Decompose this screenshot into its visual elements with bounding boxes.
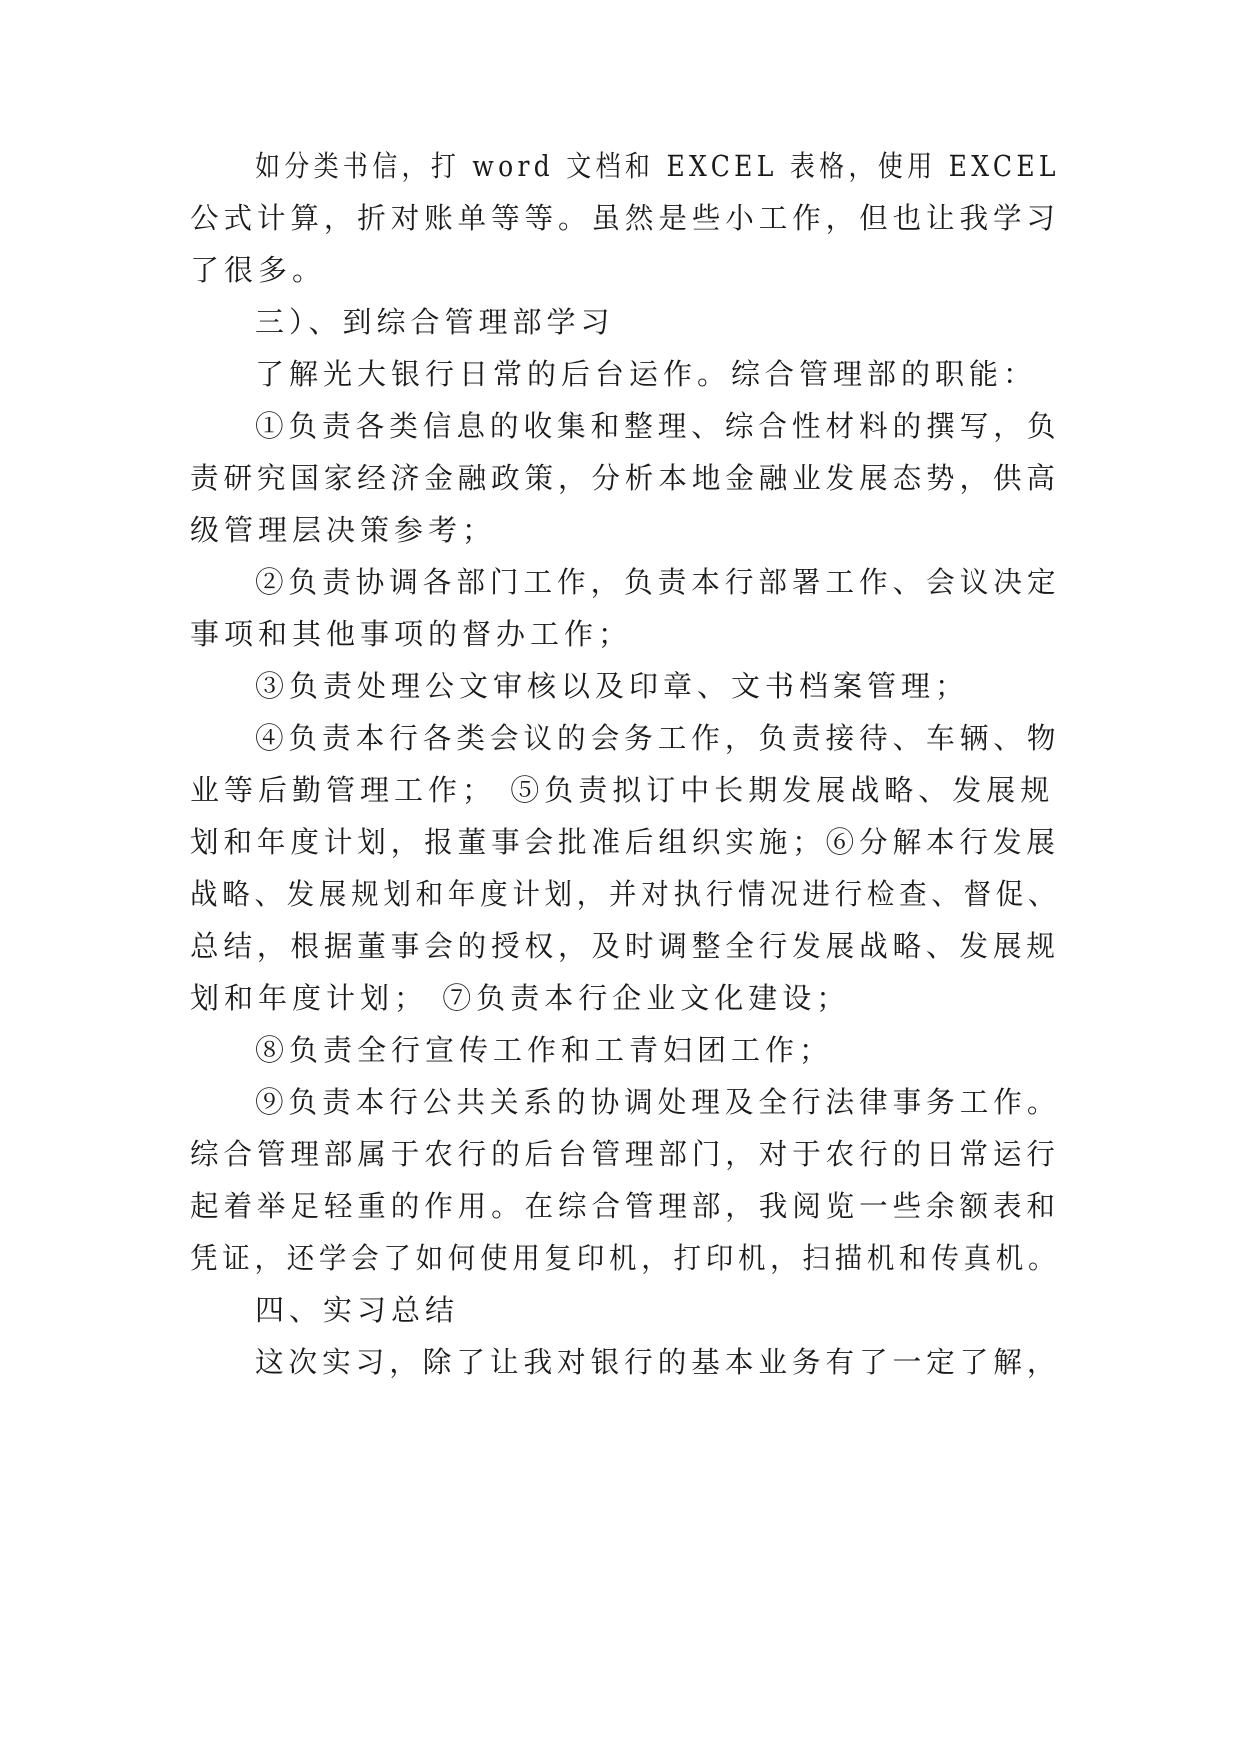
text-line: 战略、发展规划和年度计划，并对执行情况进行检查、督促、 (190, 877, 1061, 911)
section-heading: 四、实习总结 (255, 1293, 460, 1327)
text-line: 公式计算，折对账单等等。虽然是些小工作，但也让我学习 (190, 201, 1060, 235)
text-line: 如分类书信，打 word 文档和 EXCEL 表格，使用 EXCEL (255, 149, 1060, 183)
text-line: 业等后勤管理工作； ⑤负责拟订中长期发展战略、发展规 (190, 773, 1055, 807)
text-line: ②负责协调各部门工作，负责本行部署工作、会议决定 (255, 565, 1061, 599)
text-line: 划和年度计划，报董事会批准后组织实施；⑥分解本行发展 (190, 825, 1060, 859)
text-line: 责研究国家经济金融政策，分析本地金融业发展态势，供高 (190, 461, 1060, 495)
text-line: 凭证，还学会了如何使用复印机，打印机，扫描机和传真机。 (190, 1241, 1061, 1275)
text-line: ④负责本行各类会议的会务工作，负责接待、车辆、物 (255, 721, 1061, 755)
text-line: ⑧负责全行宣传工作和工青妇团工作； (255, 1033, 834, 1067)
text-line: ③负责处理公文审核以及印章、文书档案管理； (255, 669, 970, 703)
text-line: 划和年度计划； ⑦负责本行企业文化建设； (190, 981, 851, 1015)
text-line: ⑨负责本行公共关系的协调处理及全行法律事务工作。 (255, 1085, 1061, 1119)
text-line: 综合管理部属于农行的后台管理部门，对于农行的日常运行 (190, 1137, 1060, 1171)
text-line: 了很多。 (190, 253, 327, 287)
text-line: 事项和其他事项的督办工作； (190, 617, 633, 651)
section-heading: 三）、到综合管理部学习 (255, 305, 615, 339)
text-line: ①负责各类信息的收集和整理、综合性材料的撰写，负 (255, 409, 1061, 443)
text-line: 级管理层决策参考； (190, 513, 497, 547)
text-line: 这次实习，除了让我对银行的基本业务有了一定了解， (255, 1345, 1061, 1379)
text-line: 起着举足轻重的作用。在综合管理部，我阅览一些余额表和 (190, 1189, 1060, 1223)
text-line: 总结，根据董事会的授权，及时调整全行发展战略、发展规 (190, 929, 1060, 963)
text-line: 了解光大银行日常的后台运作。综合管理部的职能： (255, 357, 1038, 391)
